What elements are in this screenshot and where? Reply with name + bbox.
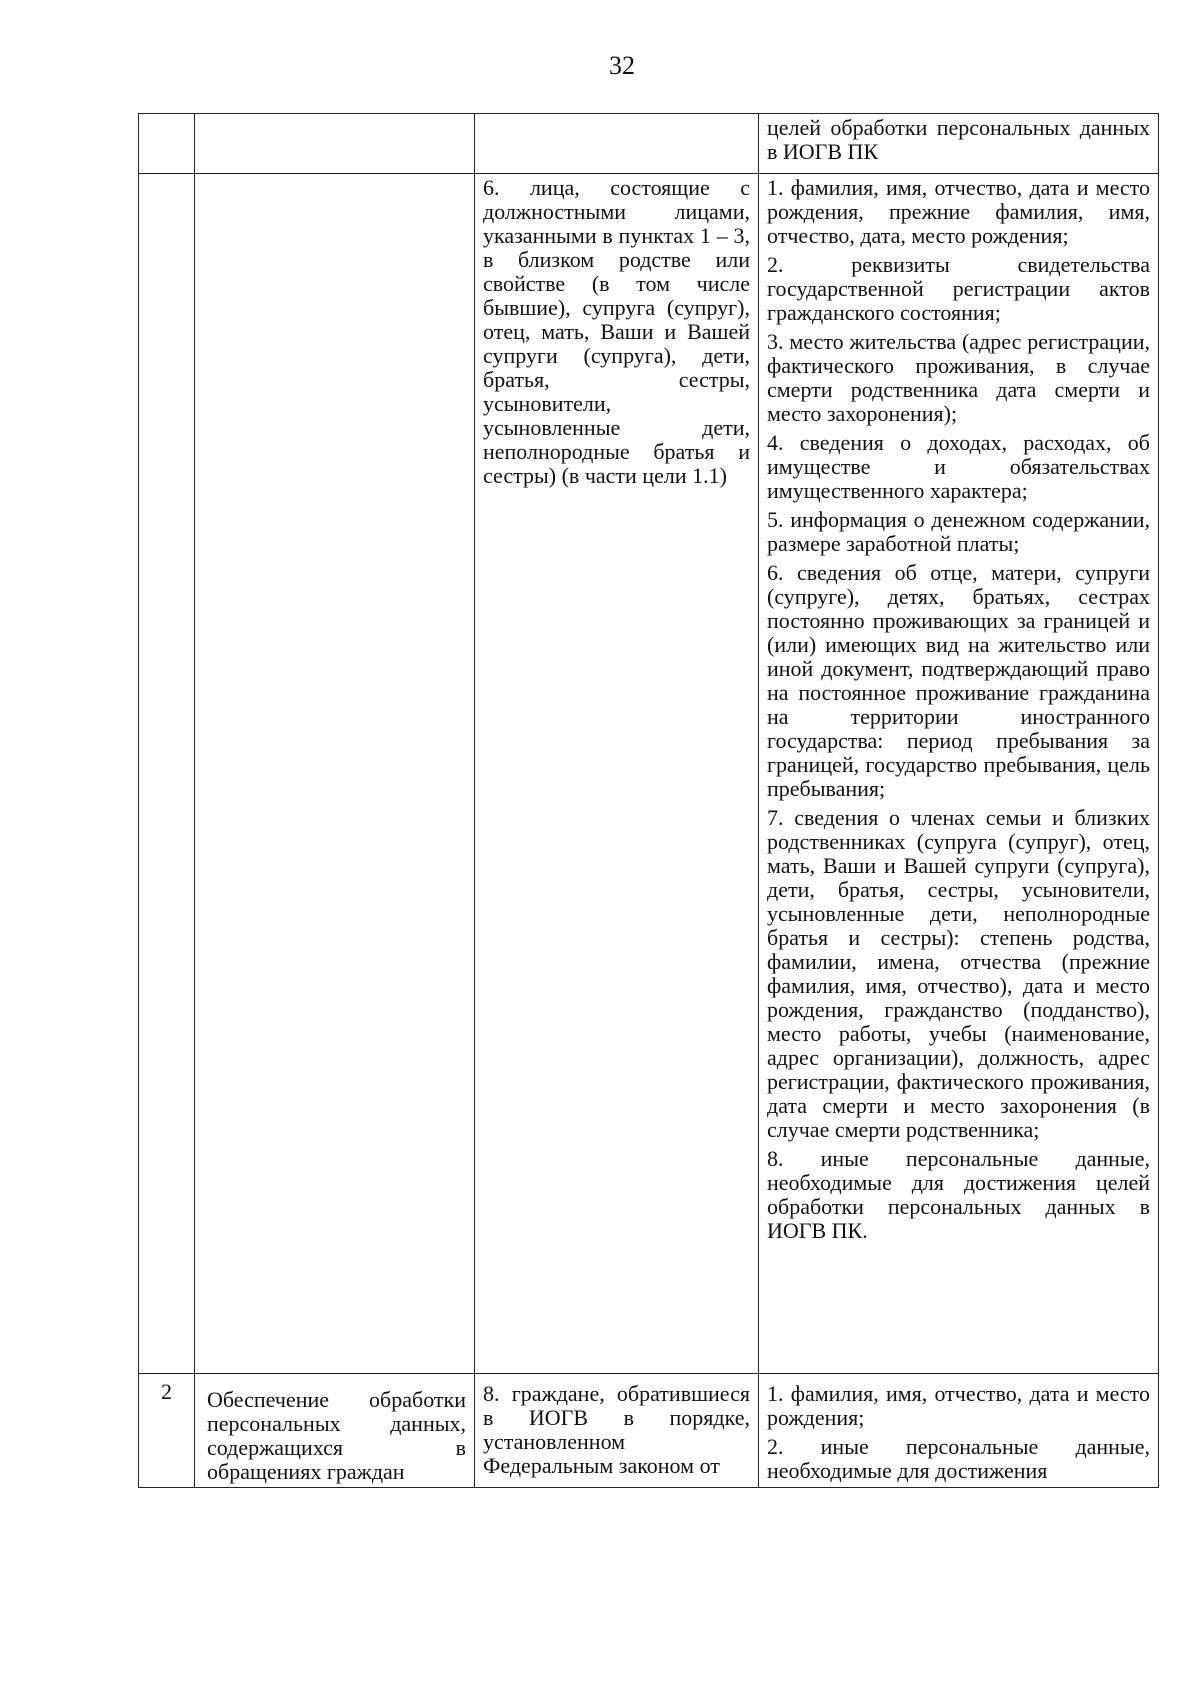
data-item: 1. фамилия, имя, отчество, дата и место рождения, прежние фамилия, имя, отчество, дата, место рождения; xyxy=(767,175,1150,248)
row-number-cell: 2 xyxy=(139,1374,195,1488)
table-row xyxy=(139,1374,1159,1488)
data-item: 3. место жительства (адрес регистрации, фактического проживания, в случае смерти родственника дата смерти и место захоронения); xyxy=(767,329,1150,426)
personal-data-table xyxy=(138,113,1159,1488)
row-number-cell xyxy=(139,114,195,174)
data-item: 6. сведения об отце, матери, супруги (супруге), детях, братьях, сестрах постоянно проживающих за границей и (или) имеющих вид на жительство или иной документ, подтверждающий право на постоянное проживание гражданина на территории иностранного государства: период пребывания за границей, государство пребывания, цель пребывания; xyxy=(767,560,1150,801)
data-item: 8. иные персональные данные, необходимые для достижения целей обработки персональных данных в ИОГВ ПК. xyxy=(767,1146,1150,1243)
subject-category-cell: 6. лица, состоящие с должностными лицами, указанными в пунктах 1 – 3, в близком родстве или свойстве (в том числе бывшие), супруга (супруг), отец, мать, Ваши и Вашей супруги (супруга), дети, братья, сестры, усыновители, усыновленные дети, неполнородные братья и сестры) (в части цели 1.1) xyxy=(475,174,759,1374)
personal-data-list-cell xyxy=(759,1374,1159,1488)
data-item: 5. информация о денежном содержании, размере заработной платы; xyxy=(767,507,1150,556)
subject-category-cell: 8. граждане, обратившиеся в ИОГВ в порядке, установленном Федеральным законом от xyxy=(475,1374,759,1488)
table-row xyxy=(139,114,1159,174)
row-number-cell xyxy=(139,174,195,1374)
data-item: 1. фамилия, имя, отчество, дата и место рождения; xyxy=(767,1381,1150,1430)
processing-purpose-cell xyxy=(195,174,475,1374)
processing-purpose-cell: Обеспечение обработки персональных данных, содержащихся в обращениях граждан xyxy=(195,1374,475,1488)
data-item: 2. реквизиты свидетельства государственной регистрации актов гражданского состояния; xyxy=(767,252,1150,325)
data-item: 7. сведения о членах семьи и близких родственниках (супруга (супруг), отец, мать, Ваши и Вашей супруги (супруга), дети, братья, сестры, усыновители, усыновленные дети, неполнородные братья и сестры): степень родства, фамилии, имена, отчества (прежние фамилия, имя, отчество), дата и место рождения, гражданство (подданство), место работы, учебы (наименование, адрес организации), должность, адрес регистрации, фактического проживания, дата смерти и место захоронения (в случае смерти родственника; xyxy=(767,805,1150,1142)
personal-data-list-cell xyxy=(759,174,1159,1374)
data-item: 4. сведения о доходах, расходах, об имуществе и обязательствах имущественного характера; xyxy=(767,430,1150,503)
data-item: 2. иные персональные данные, необходимые для достижения xyxy=(767,1434,1150,1483)
subject-category-cell xyxy=(475,114,759,174)
data-item: целей обработки персональных данных в ИОГВ ПК xyxy=(767,115,1150,164)
personal-data-list-cell xyxy=(759,114,1159,174)
processing-purpose-cell xyxy=(195,114,475,174)
table-row xyxy=(139,174,1159,1374)
page-number: 32 xyxy=(609,51,635,80)
